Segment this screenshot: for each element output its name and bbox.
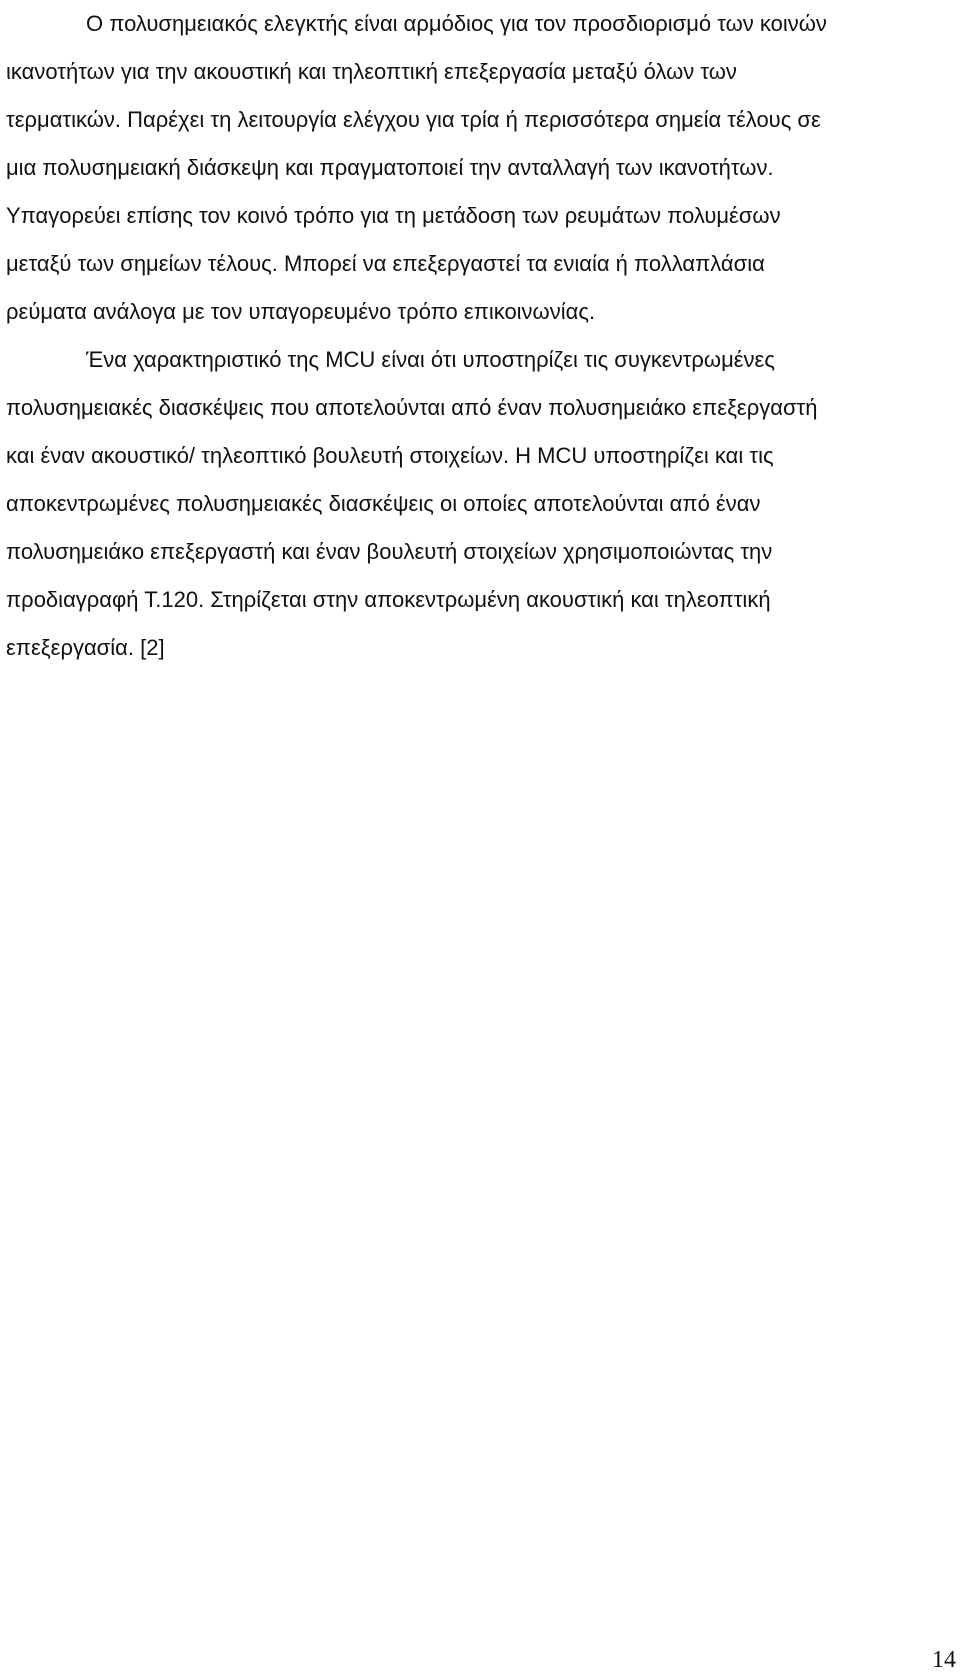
paragraph-line: Ένα χαρακτηριστικό της MCU είναι ότι υποστηρίζει τις συγκεντρωμένες — [86, 347, 775, 372]
body-text — [6, 0, 950, 672]
paragraph-line: μια πολυσημειακή διάσκεψη και πραγματοποιεί την ανταλλαγή των ικανοτήτων. — [6, 155, 774, 180]
paragraph-line: επεξεργασία. [2] — [6, 635, 165, 660]
paragraph-line: μεταξύ των σημείων τέλους. Μπορεί να επεξεργαστεί τα ενιαία ή πολλαπλάσια — [6, 251, 765, 276]
paragraph-line: τερματικών. Παρέχει τη λειτουργία ελέγχου για τρία ή περισσότερα σημεία τέλους σε — [6, 107, 821, 132]
paragraph-line: πολυσημειάκο επεξεργαστή και έναν βουλευτή στοιχείων χρησιμοποιώντας την — [6, 539, 773, 564]
paragraph-line: Ο πολυσημειακός ελεγκτής είναι αρμόδιος για τον προσδιορισμό των κοινών — [86, 11, 827, 36]
paragraph-line: και έναν ακουστικό/ τηλεοπτικό βουλευτή στοιχείων. Η MCU υποστηρίζει και τις — [6, 443, 774, 468]
paragraph-1 — [6, 0, 950, 336]
paragraph-2 — [6, 336, 950, 672]
paragraph-line: προδιαγραφή Τ.120. Στηρίζεται στην αποκεντρωμένη ακουστική και τηλεοπτική — [6, 587, 771, 612]
paragraph-line: αποκεντρωμένες πολυσημειακές διασκέψεις οι οποίες αποτελούνται από έναν — [6, 491, 761, 516]
paragraph-line: πολυσημειακές διασκέψεις που αποτελούνται από έναν πολυσημειάκο επεξεργαστή — [6, 395, 818, 420]
paragraph-line: ικανοτήτων για την ακουστική και τηλεοπτική επεξεργασία μεταξύ όλων των — [6, 59, 737, 84]
paragraph-line: Υπαγορεύει επίσης τον κοινό τρόπο για τη μετάδοση των ρευμάτων πολυμέσων — [6, 203, 781, 228]
paragraph-line: ρεύματα ανάλογα με τον υπαγορευμένο τρόπο επικοινωνίας. — [6, 299, 596, 324]
page-number: 14 — [932, 1647, 956, 1673]
